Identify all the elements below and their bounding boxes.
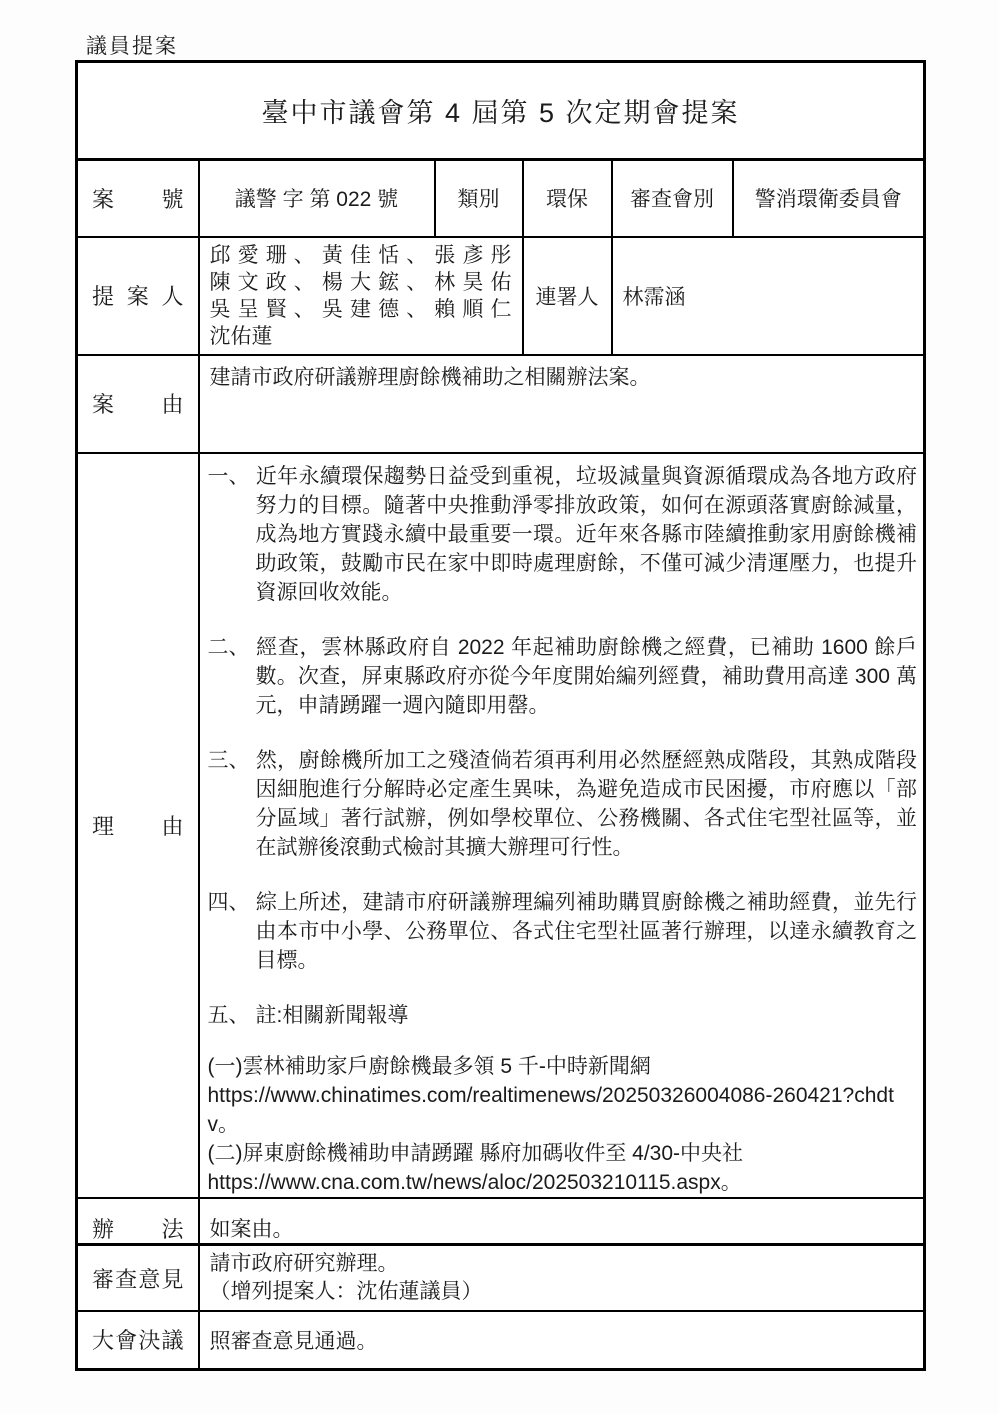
case-number-value: 議警 字 第 022 號	[199, 160, 435, 237]
reference-title: (二)屏東廚餘機補助申請踴躍 縣府加碼收件至 4/30-中央社	[207, 1141, 744, 1165]
review-opinion-line: （增列提案人：沈佑蓮議員）	[209, 1280, 483, 1303]
reference-url: https://www.cna.com.tw/news/aloc/202503210115.aspx。	[207, 1170, 742, 1194]
proposal-title: 臺中市議會第 4 屆第 5 次定期會提案	[77, 62, 925, 160]
reason-item-3	[208, 746, 918, 862]
category-label: 類別	[435, 160, 523, 237]
review-table	[75, 1243, 926, 1371]
cosigner-value: 林霈涵	[612, 237, 925, 355]
proposer-line: 邱愛珊、黃佳恬、張彥彤	[209, 243, 512, 267]
reason-item-5	[208, 1001, 918, 1030]
case-number-label: 案號	[77, 160, 199, 237]
review-committee-label: 審查會別	[612, 160, 733, 237]
cosigner-label: 連署人	[523, 237, 612, 355]
review-opinion-line: 請市政府研究辦理。	[209, 1252, 399, 1275]
item-text: 綜上所述，建請市府研議辦理編列補助購買廚餘機之補助經費，並先行由本市中小學、公務單位、各式住宅型社區著行辦理，以達永續教育之目標。	[255, 890, 918, 972]
proposer-line: 吳呈賢、吳建德、賴順仁	[209, 297, 512, 321]
item-text: 然，廚餘機所加工之殘渣倘若須再利用必然歷經熟成階段，其熟成階段因細胞進行分解時必定產生異味，為避免造成市民困擾，市府應以「部分區域」著行試辦，例如學校單位、公務機關、各式住宅型社區等，並在試辦後滾動式檢討其擴大辦理可行性。	[255, 748, 918, 859]
review-opinion-text	[199, 1245, 925, 1312]
item-marker: 一、	[207, 464, 250, 488]
reason-label: 理由	[77, 453, 199, 1198]
reason-item-4	[208, 888, 918, 975]
corner-label: 議員提案	[86, 35, 178, 58]
review-opinion-label: 審查意見	[77, 1245, 199, 1312]
reference-url: https://www.chinatimes.com/realtimenews/20250326004086-260421?chdtv。	[207, 1083, 894, 1136]
item-text: 註:相關新聞報導	[255, 1003, 409, 1027]
method-value: 如案由。	[199, 1198, 925, 1260]
proposers-names	[199, 237, 523, 355]
reference-title: (一)雲林補助家戶廚餘機最多領 5 千-中時新聞網	[207, 1054, 651, 1078]
item-text: 經查，雲林縣政府自 2022 年起補助廚餘機之經費，已補助 1600 餘戶數。次查，屏東縣政府亦從今年度開始編列經費，補助費用高達 300 萬元，申請踴躍一週內隨即用罄。	[255, 635, 918, 717]
category-value: 環保	[523, 160, 612, 237]
method-label: 辦法	[77, 1198, 199, 1260]
reason-content	[199, 453, 925, 1198]
reason-references	[208, 1052, 918, 1197]
resolution-label: 大會決議	[77, 1311, 199, 1369]
subject-value: 建請市政府研議辦理廚餘機補助之相關辦法案。	[199, 355, 925, 453]
reason-item-2	[208, 633, 918, 720]
item-text: 近年永續環保趨勢日益受到重視，垃圾減量與資源循環成為各地方政府努力的目標。隨著中央推動淨零排放政策，如何在源頭落實廚餘減量，成為地方實踐永續中最重要一環。近年來各縣市陸續推動家用廚餘機補助政策，鼓勵市民在家中即時處理廚餘，不僅可減少清運壓力，也提升資源回收效能。	[255, 464, 918, 604]
proposal-table	[75, 60, 926, 1261]
item-marker: 四、	[207, 890, 250, 914]
resolution-value: 照審查意見通過。	[199, 1311, 925, 1369]
item-marker: 二、	[207, 635, 250, 659]
proposer-line: 沈佑蓮	[209, 324, 273, 348]
proposers-label: 提案人	[77, 237, 199, 355]
subject-label: 案由	[77, 355, 199, 453]
proposer-line: 陳文政、楊大鋐、林昊佑	[209, 270, 512, 294]
item-marker: 五、	[207, 1003, 250, 1027]
review-committee-value: 警消環衛委員會	[733, 160, 925, 237]
reason-item-1	[208, 462, 918, 607]
item-marker: 三、	[207, 748, 250, 772]
